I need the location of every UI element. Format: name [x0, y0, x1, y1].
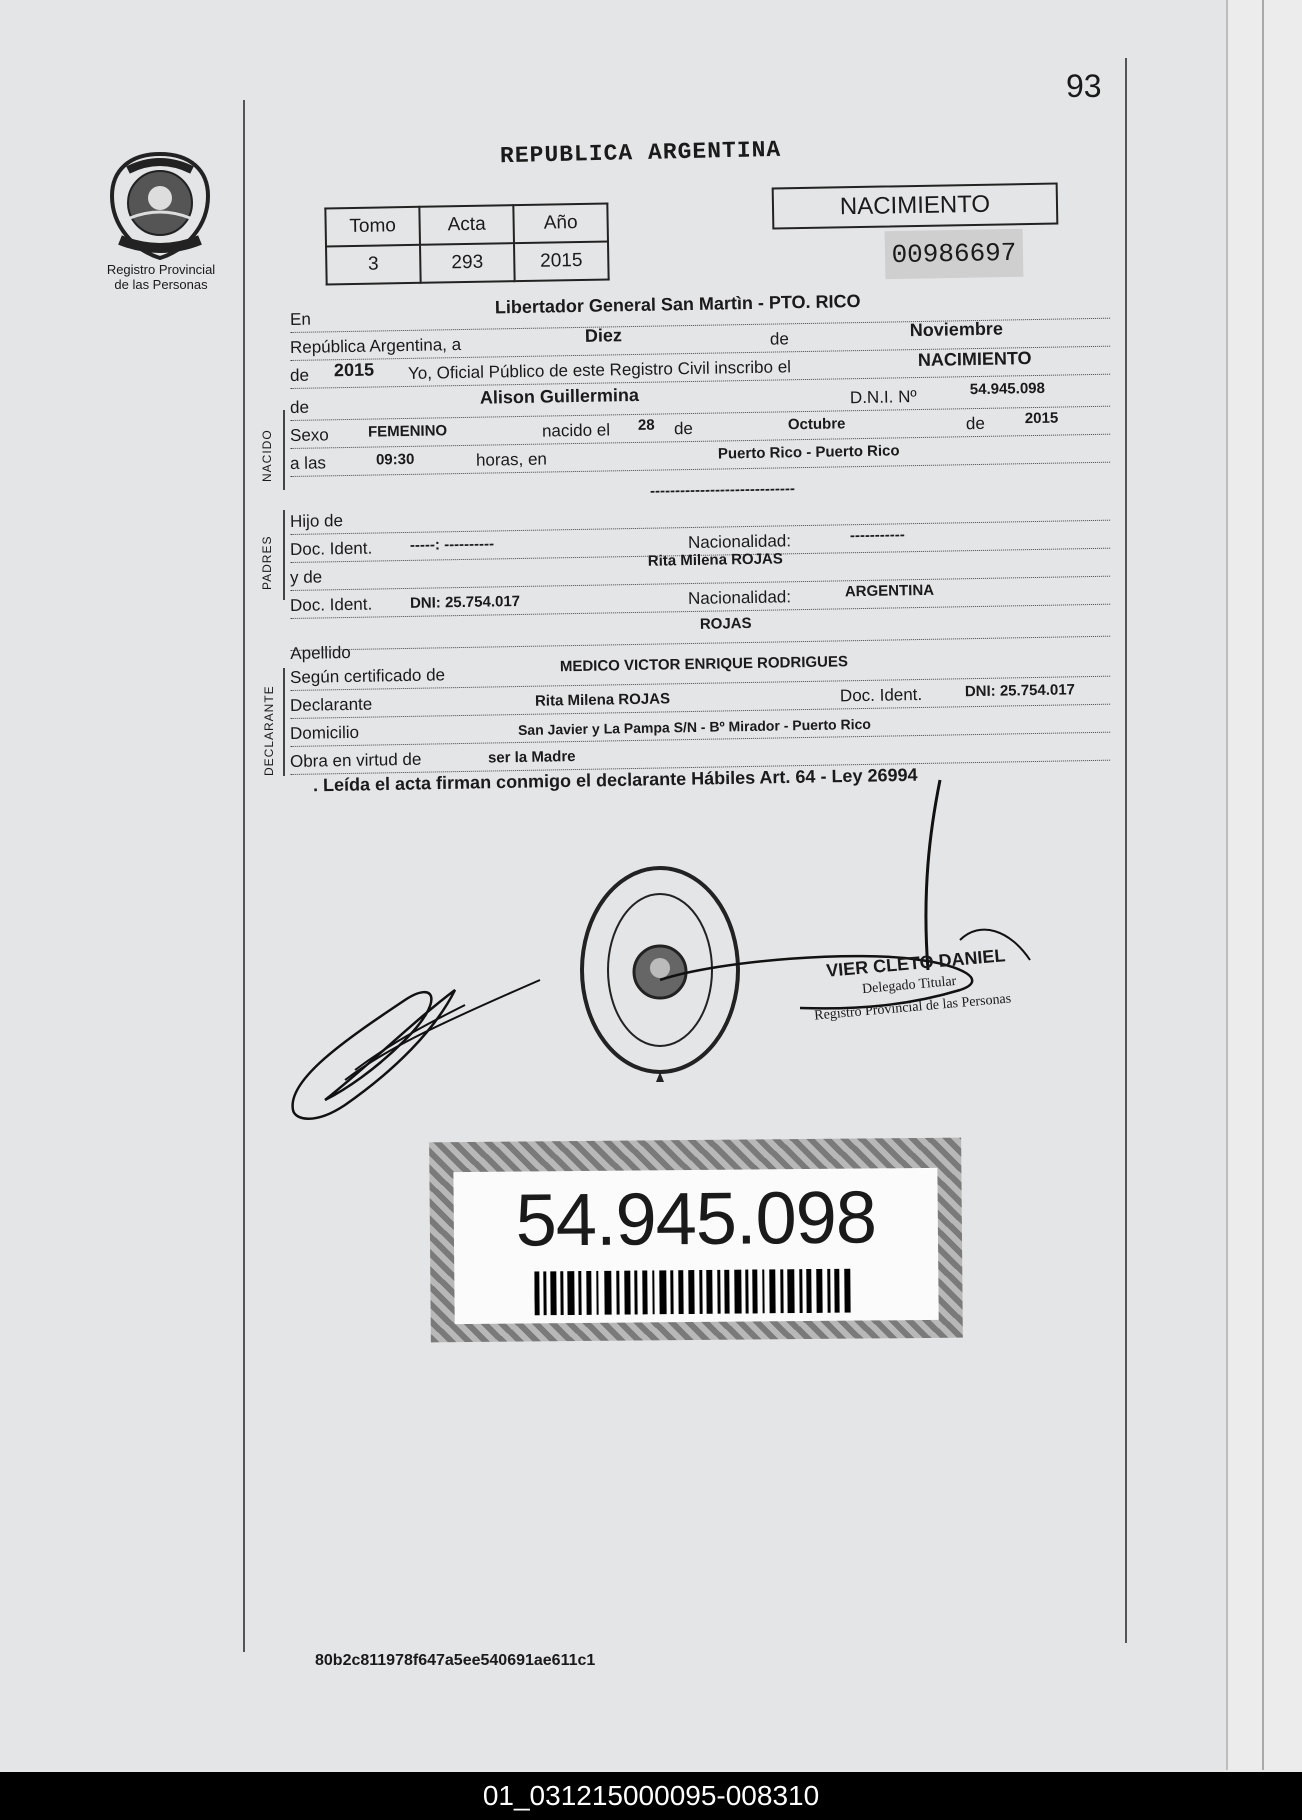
value-birth-place: Puerto Rico - Puerto Rico — [717, 442, 900, 463]
value-sexo: FEMENINO — [367, 422, 448, 441]
label-yde: y de — [289, 567, 323, 587]
label-declarante: Declarante — [289, 694, 373, 715]
document-hash: 80b2c811978f647a5ee540691ae611c1 — [315, 1652, 596, 1669]
registry-table — [324, 203, 609, 286]
value-name: Alison Guillermina — [479, 384, 640, 408]
logo-caption-line1: Registro Provincial — [106, 262, 216, 277]
logo-caption — [96, 262, 226, 292]
page-divider — [1262, 0, 1264, 1770]
label-de2: de — [289, 365, 310, 385]
value-birth-month: Octubre — [787, 415, 846, 434]
label-de: de — [769, 329, 790, 349]
bracket-declarante — [283, 668, 285, 776]
value-acta: 293 — [420, 243, 515, 283]
value-month: Noviembre — [909, 318, 1004, 341]
value-dni: 54.945.098 — [969, 379, 1046, 399]
logo-caption-line2: de las Personas — [114, 277, 208, 292]
id-label-sticker — [429, 1138, 963, 1343]
side-label-padres: PADRES — [260, 535, 274, 590]
value-ano: 2015 — [514, 242, 609, 282]
page-title: REPUBLICA ARGENTINA — [499, 136, 782, 170]
label-en: En — [289, 309, 311, 329]
label-horas: horas, en — [475, 449, 548, 470]
label-oficial: Yo, Oficial Público de este Registro Civil inscribo el — [407, 357, 792, 383]
value-birth-day: 28 — [637, 416, 655, 434]
label-alas: a las — [289, 453, 327, 473]
label-doc1: Doc. Ident. — [289, 538, 373, 559]
barcode — [534, 1269, 854, 1321]
id-label-number: 54.945.098 — [515, 1175, 877, 1262]
right-margin-line — [1125, 58, 1127, 1643]
value-day-written: Diez — [584, 325, 623, 346]
official-role: Delegado Titular — [861, 973, 957, 998]
value-nac1: ----------- — [849, 526, 905, 545]
side-label-nacido: NACIDO — [260, 429, 274, 482]
label-sexo: Sexo — [289, 425, 329, 445]
header-ano: Año — [513, 204, 608, 244]
side-label-declarante: DECLARANTE — [262, 685, 276, 776]
value-doc1: -----: ---------- — [409, 535, 495, 554]
header-acta: Acta — [419, 205, 514, 245]
value-nac2: ARGENTINA — [844, 581, 935, 601]
label-doc3: Doc. Ident. — [839, 684, 923, 706]
bracket-nacido — [283, 410, 285, 490]
value-year: 2015 — [333, 359, 375, 381]
header-tomo: Tomo — [325, 207, 420, 247]
footer-file-id: 01_031215000095-008310 — [482, 1780, 820, 1811]
province-seal-logo — [100, 148, 220, 268]
serial-number: 00986697 — [885, 229, 1024, 279]
label-hijo: Hijo de — [289, 511, 344, 531]
value-event: NACIMIENTO — [917, 348, 1032, 371]
value-declarante: Rita Milena ROJAS — [534, 690, 671, 710]
document-type-box: NACIMIENTO — [772, 183, 1059, 230]
value-cert: MEDICO VICTOR ENRIQUE RODRIGUES — [559, 653, 849, 676]
label-segun: Según certificado de — [289, 665, 446, 687]
label-republica: República Argentina, a — [289, 335, 462, 357]
label-apellido: Apellido — [290, 642, 351, 663]
value-dash-long: ----------------------------- — [649, 480, 796, 500]
label-de3: de — [289, 397, 310, 417]
closing-statement: . Leída el acta firman conmigo el declarante Hábiles Art. 64 - Ley 26994 — [312, 764, 918, 796]
value-time: 09:30 — [375, 450, 415, 469]
label-doc2: Doc. Ident. — [289, 594, 373, 615]
official-organization: Registro Provincial de las Personas — [813, 991, 1012, 1024]
value-doc3: DNI: 25.754.017 — [964, 681, 1076, 701]
adjacent-page-edge — [1226, 0, 1302, 1770]
page-number: 93 — [1066, 68, 1102, 104]
official-name: VIER CLETO DANIEL — [825, 945, 1007, 981]
left-margin-line — [243, 100, 245, 1652]
label-dni: D.N.I. Nº — [849, 387, 917, 408]
label-nac2: Nacionalidad: — [687, 587, 792, 609]
value-mother: Rita Milena ROJAS — [647, 550, 783, 570]
value-doc2: DNI: 25.754.017 — [409, 592, 521, 612]
label-nacido: nacido el — [541, 420, 611, 441]
label-domicilio: Domicilio — [289, 722, 360, 743]
id-label-inner — [453, 1168, 938, 1324]
bracket-padres — [283, 510, 285, 600]
label-de5: de — [965, 413, 986, 434]
label-nac1: Nacionalidad: — [687, 531, 792, 553]
value-surname: ROJAS — [699, 614, 752, 633]
handwritten-signature — [285, 960, 545, 1135]
label-obra: Obra en virtud de — [289, 749, 422, 771]
label-de4: de — [673, 418, 694, 439]
value-birth-year: 2015 — [1024, 409, 1059, 428]
value-tomo: 3 — [326, 245, 421, 285]
value-obra: ser la Madre — [487, 748, 576, 767]
value-domicilio: San Javier y La Pampa S/N - Bº Mirador - Puerto Rico — [517, 715, 871, 739]
value-place: Libertador General San Martìn - PTO. RICO — [494, 291, 861, 318]
